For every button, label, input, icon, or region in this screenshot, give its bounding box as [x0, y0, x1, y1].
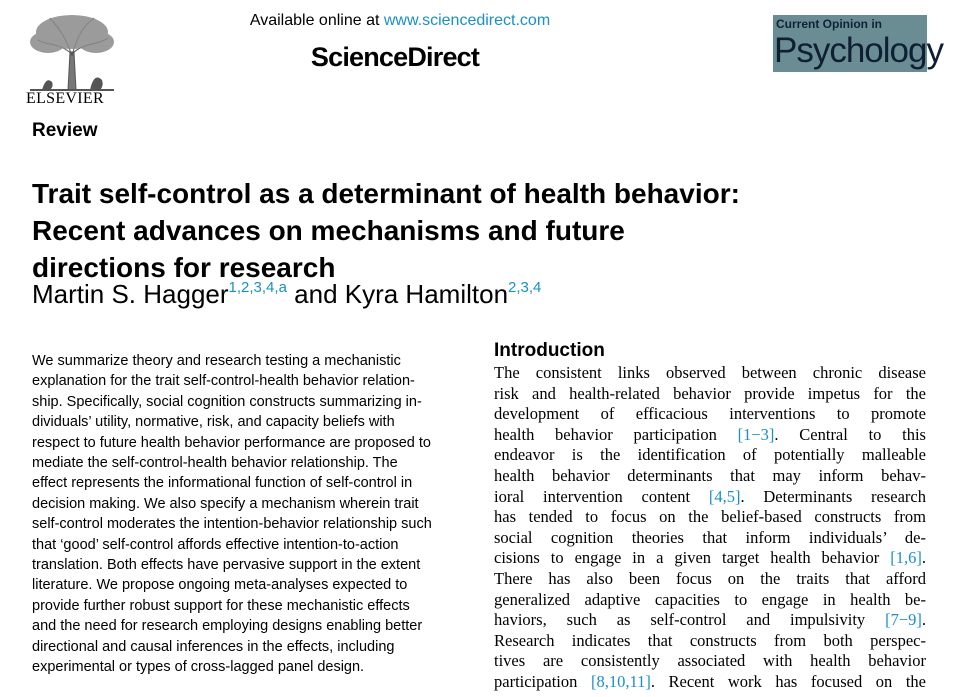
introduction-line-text: has tended to focus on the belief-based constructs from [494, 507, 926, 527]
introduction-line-text: . [921, 610, 926, 630]
abstract-line: respect to future health behavior performance are proposed to [32, 434, 431, 451]
abstract-line: We summarize theory and research testing a mechanistic [32, 353, 401, 369]
introduction-line-text: cisions to engage in a given target health behavior [494, 548, 891, 568]
introduction-line-text: The consistent links observed between chronic disease [494, 363, 926, 382]
journal-badge [773, 15, 943, 72]
introduction-line [494, 466, 928, 487]
introduction-line-text: participation [494, 671, 591, 691]
introduction-line [494, 631, 928, 652]
title-line: Trait self-control as a determinant of health behavior: [32, 178, 740, 209]
journal-badge-line2: Psychology [774, 31, 943, 70]
introduction-line-text: Research indicates that constructs from both perspec- [494, 630, 926, 650]
abstract-line: mediate the self-control-health behavior relationship. The [32, 455, 398, 472]
author-name[interactable]: Kyra Hamilton [344, 279, 509, 309]
introduction-line-text: . Central to this [774, 424, 926, 444]
introduction-line [494, 487, 928, 508]
title-line: Recent advances on mechanisms and future [32, 215, 625, 246]
introduction-line [494, 384, 928, 405]
introduction-line-text: haviors, such as self-control and impulsivity [494, 610, 886, 630]
citation-link[interactable]: [8,10,11] [590, 671, 651, 691]
introduction-line [494, 507, 928, 528]
introduction-line-text: generalized adaptive capacities to engage in health be- [494, 589, 926, 609]
introduction-line-text: ioral intervention content [494, 486, 709, 506]
introduction-line [494, 425, 928, 446]
elsevier-wordmark: ELSEVIER [26, 90, 104, 107]
introduction-line-text: . [921, 548, 926, 568]
introduction-line-text: . Determinants research [740, 486, 927, 506]
abstract-line: provide further robust support for these mechanistic effects [32, 597, 410, 614]
abstract-line: dividuals’ utility, normative, risk, and capacity beliefs with [32, 414, 395, 431]
introduction-line-text: There has also been focus on the traits that afford [494, 568, 926, 588]
introduction-text [494, 363, 928, 693]
abstract [32, 351, 467, 678]
sciencedirect-link[interactable]: www.sciencedirect.com [383, 12, 551, 29]
introduction-line-text: health behavior participation [494, 424, 738, 444]
availability-prefix: Available online at [249, 12, 384, 29]
citation-link[interactable]: [4,5] [708, 486, 741, 506]
article-type-label: Review [32, 120, 98, 141]
abstract-line: explanation for the trait self-control-health behavior relation- [32, 373, 415, 390]
section-heading-introduction: Introduction [494, 340, 605, 361]
introduction-line [494, 404, 928, 425]
abstract-line: experimental or types of cross-lagged panel design. [32, 659, 365, 676]
introduction-line-text: social cognition theories that inform individuals’ de- [494, 527, 926, 547]
author-name[interactable]: Martin S. Hagger [32, 279, 229, 309]
author-affiliations[interactable]: 1,2,3,4,a [228, 279, 287, 296]
introduction-line-text: development of efficacious interventions to promote [494, 404, 926, 424]
citation-link[interactable]: [7−9] [885, 610, 922, 630]
citation-link[interactable]: [1−3] [737, 424, 775, 444]
abstract-line: literature. We propose ongoing meta-analyses expected to [32, 577, 408, 594]
introduction-line-text: tives are consistently associated with health behavior [494, 651, 926, 671]
article-title [32, 175, 822, 286]
abstract-line: self-control moderates the intention-behavior relationship such [32, 516, 432, 533]
introduction-line-text: endeavor is the identification of potentially malleable [494, 445, 926, 465]
sciencedirect-logo: ScienceDirect [310, 42, 480, 72]
abstract-line: ship. Specifically, social cognition constructs summarizing in- [32, 393, 422, 410]
citation-link[interactable]: [1,6] [890, 548, 922, 568]
author-joiner: and [286, 279, 345, 309]
abstract-line: and the need for research employing designs enabling better [32, 618, 423, 635]
introduction-line [494, 610, 928, 631]
abstract-line: effect represents the informational function of self-control in [32, 475, 413, 492]
introduction-line-text: health behavior determinants that may inform behav- [494, 465, 926, 485]
introduction-line [494, 569, 928, 590]
introduction-line [494, 651, 928, 672]
introduction-line [494, 363, 928, 384]
title-line: directions for research [32, 252, 336, 283]
introduction-line [494, 672, 928, 693]
introduction-line-text: . Recent work has focused on the [650, 671, 927, 691]
introduction-line [494, 590, 928, 611]
introduction-line [494, 445, 928, 466]
introduction-line [494, 548, 928, 569]
author-list [32, 272, 541, 310]
introduction-line-text: risk and health-related behavior provide impetus for the [494, 383, 926, 403]
abstract-line: that ‘good’ self-control affords effective intention-to-action [32, 536, 399, 553]
journal-badge-line1: Current Opinion in [776, 17, 882, 31]
author-affiliations[interactable]: 2,3,4 [508, 279, 542, 296]
abstract-line: decision making. We also specify a mechanism wherein trait [32, 495, 419, 512]
abstract-line: translation. Both effects have pervasive support in the extent [32, 557, 421, 574]
availability-line [0, 12, 800, 30]
abstract-line: directional and causal inferences in the effects, including [32, 638, 395, 655]
introduction-line [494, 528, 928, 549]
